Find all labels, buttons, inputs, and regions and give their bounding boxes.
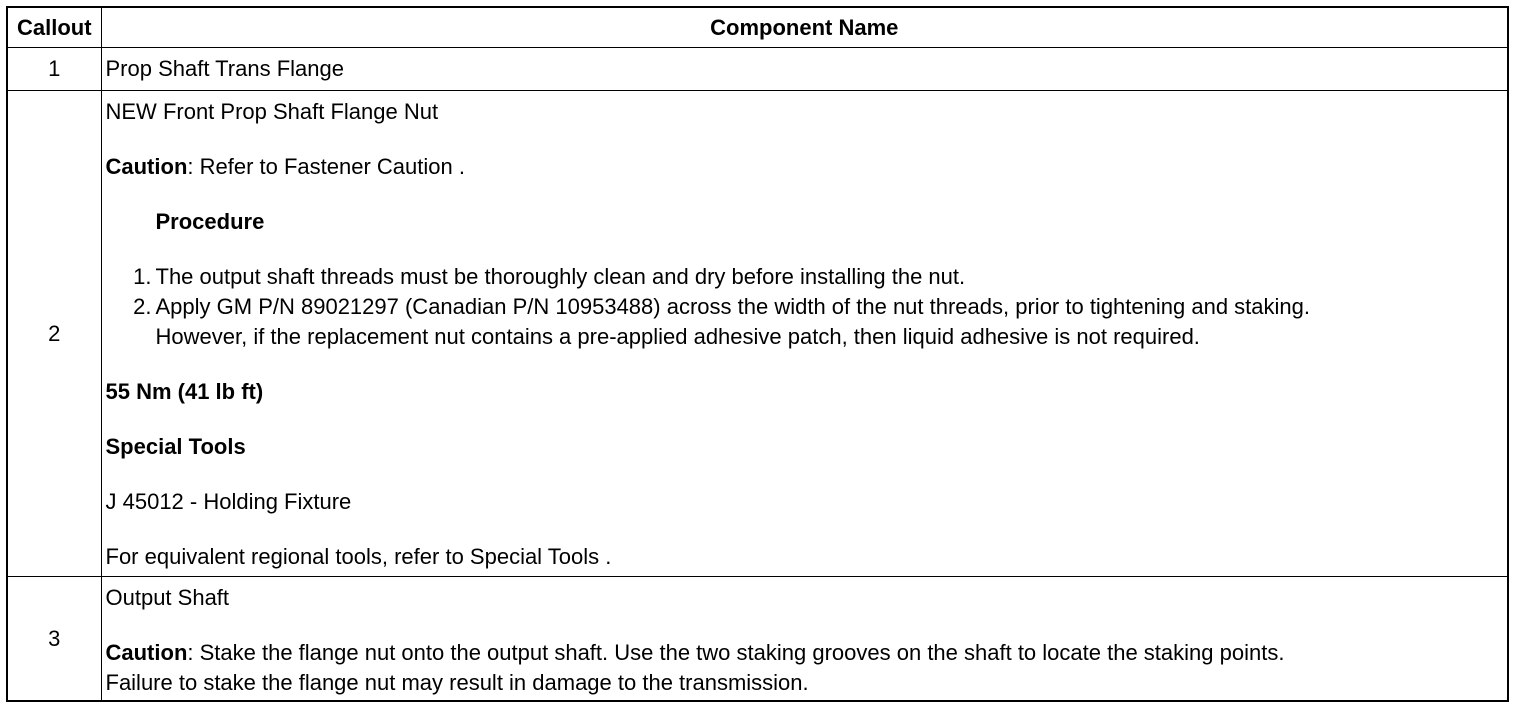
procedure-step	[133, 292, 1504, 352]
step-text: The output shaft threads must be thoroughly clean and dry before installing the nut.	[155, 264, 966, 289]
component-name: NEW Front Prop Shaft Flange Nut	[105, 99, 439, 124]
caution-label: Caution	[105, 154, 188, 179]
callout-number: 1	[7, 48, 101, 91]
component-table	[6, 6, 1509, 702]
step-text: Apply GM P/N 89021297 (Canadian P/N 10953488) across the width of the nut threads, prior to tightening and staking.	[155, 294, 1310, 319]
caution-label: Caution	[105, 640, 188, 665]
procedure-heading: Procedure	[155, 209, 265, 234]
component-details	[101, 91, 1508, 577]
caution-text-continued: Failure to stake the flange nut may result in damage to the transmission.	[105, 670, 809, 695]
callout-column-header: Callout	[7, 7, 101, 48]
special-tools-heading: Special Tools	[105, 434, 246, 459]
component-details	[101, 577, 1508, 702]
table-row	[7, 577, 1508, 702]
table-header-row	[7, 7, 1508, 48]
torque-spec: 55 Nm (41 lb ft)	[105, 379, 264, 404]
caution-text: : Stake the flange nut onto the output shaft. Use the two staking grooves on the shaft to locate the staking points.	[187, 640, 1285, 665]
component-name: Output Shaft	[105, 585, 230, 610]
equivalent-tools-note: For equivalent regional tools, refer to Special Tools .	[105, 544, 612, 569]
special-tool-item: J 45012 - Holding Fixture	[105, 489, 352, 514]
step-text-continued: However, if the replacement nut contains a pre-applied adhesive patch, then liquid adhesive is not required.	[155, 324, 1200, 349]
callout-number: 2	[7, 91, 101, 577]
callout-number: 3	[7, 577, 101, 702]
component-name: Prop Shaft Trans Flange	[101, 48, 1508, 91]
caution-note	[106, 152, 1504, 182]
component-name-column-header: Component Name	[101, 7, 1508, 48]
step-number: 2.	[133, 294, 152, 319]
step-number: 1.	[133, 264, 152, 289]
table-row	[7, 48, 1508, 91]
table-row	[7, 91, 1508, 577]
component-table-container	[6, 6, 1507, 702]
procedure-steps	[106, 262, 1504, 352]
caution-text: : Refer to Fastener Caution .	[187, 154, 465, 179]
caution-note	[106, 638, 1504, 698]
procedure-step	[133, 262, 1504, 292]
